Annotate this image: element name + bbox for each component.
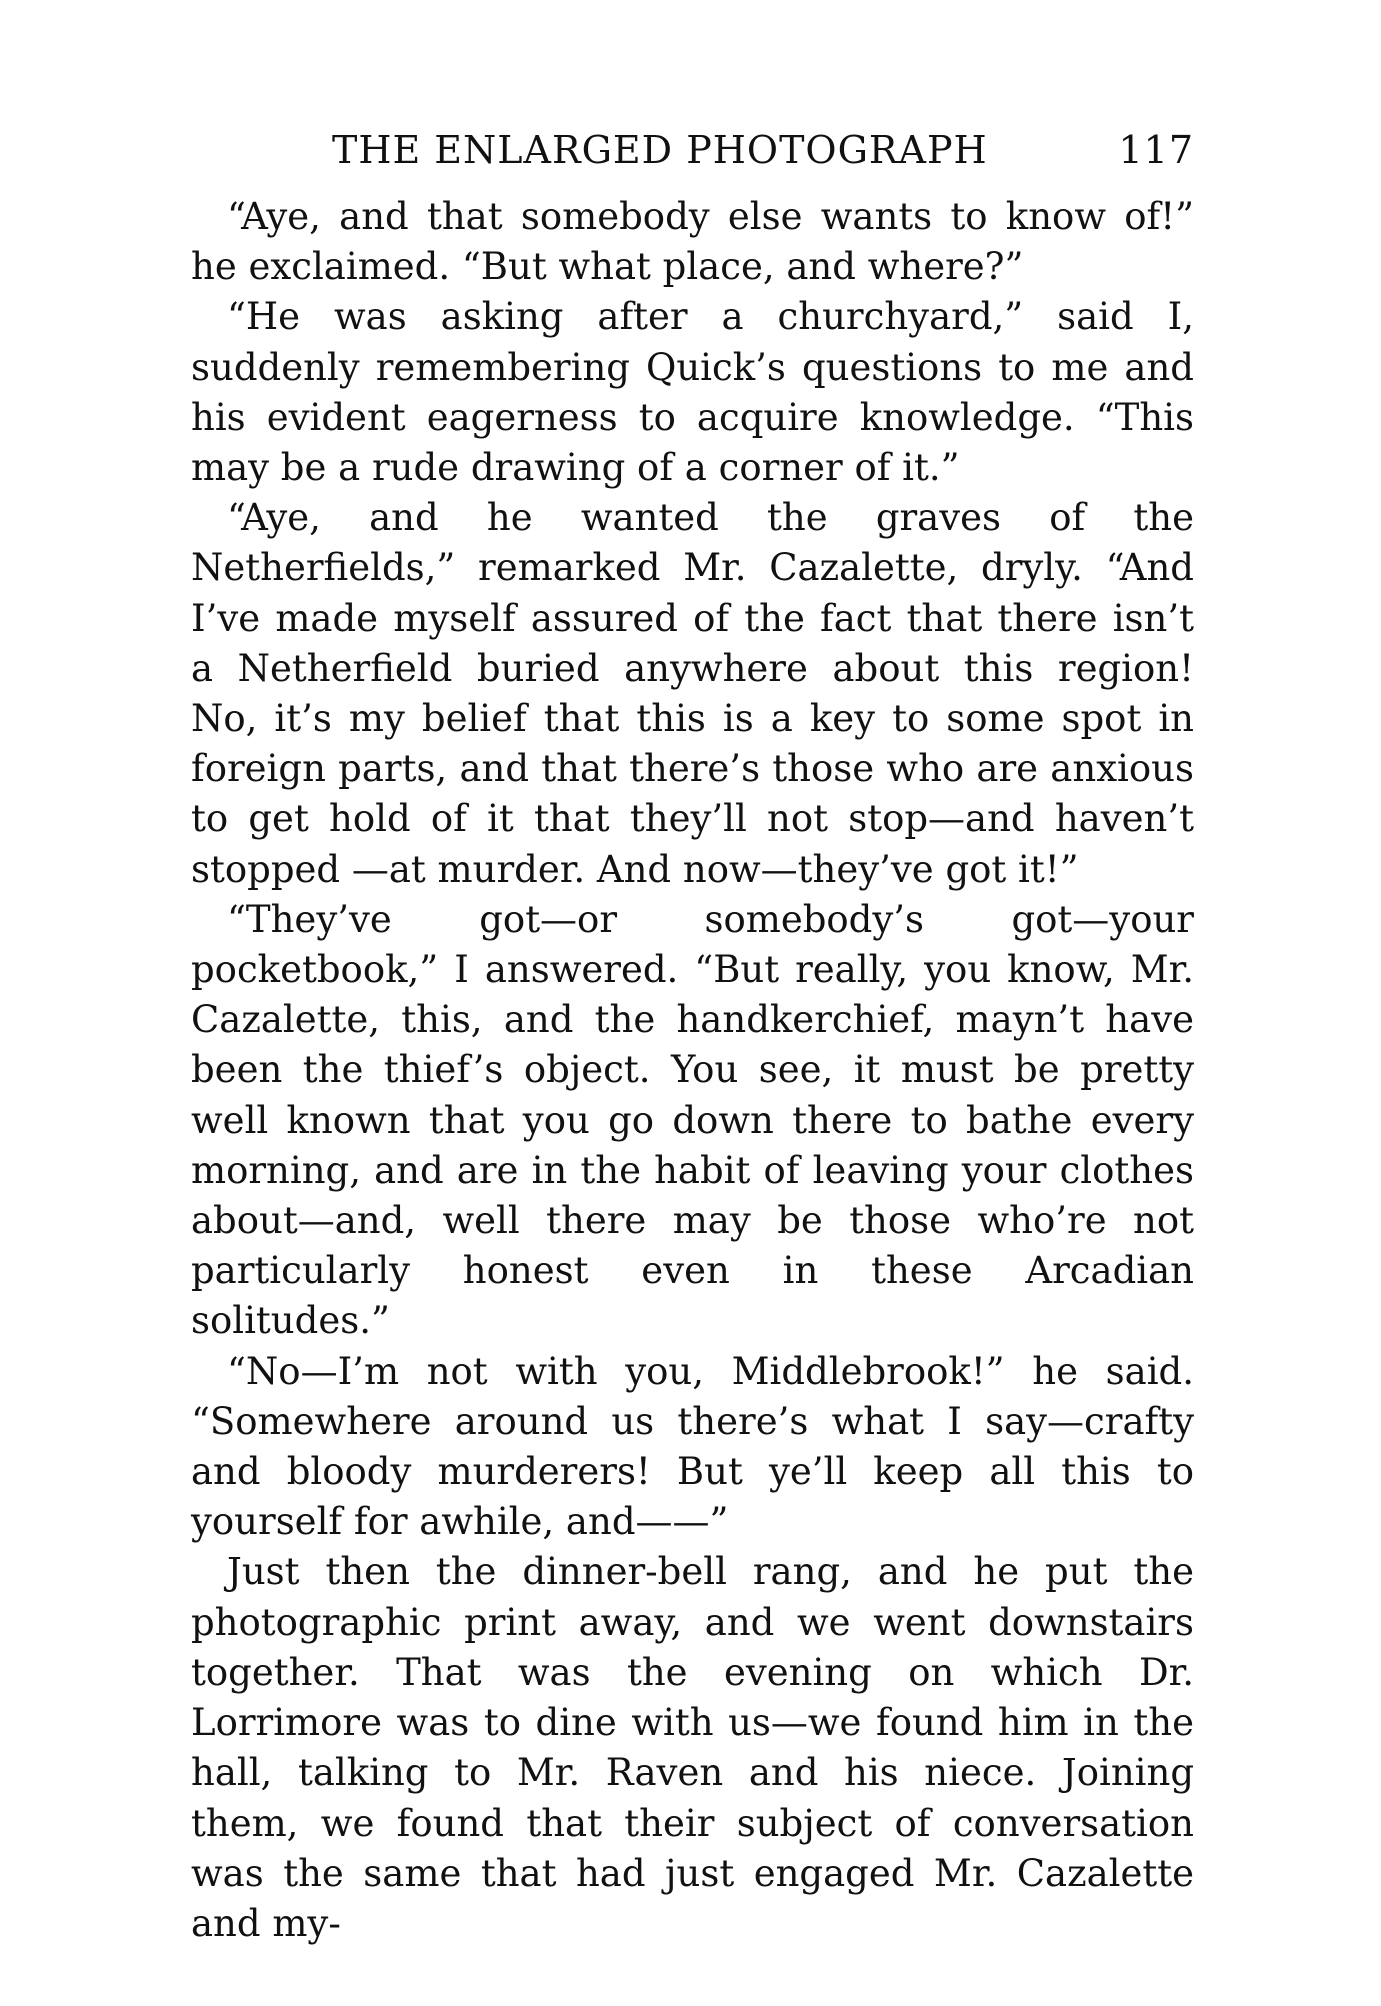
paragraph: Just then the dinner-bell rang, and he put the photographic print away, and we went downstairs together. That was the evening on which Dr. Lorrimore was to dine with us—we found him in the hall, talking to Mr. Raven and his niece. Joining them, we found that their subject of conversation was the same that had just engaged Mr. Cazalette and my- (191, 1550, 1194, 1945)
page-number: 117 (1118, 128, 1194, 172)
paragraph: “Aye, and that somebody else wants to know of!” he exclaimed. “But what place, and where?” (191, 195, 1194, 289)
paragraph: “He was asking after a churchyard,” said I, suddenly remembering Quick’s questions to me and his evident eagerness to acquire knowledge. “This may be a rude drawing of a corner of it.” (191, 295, 1194, 490)
paragraph: “No—I’m not with you, Middlebrook!” he said. “Somewhere around us there’s what I say—crafty and bloody murderers! But ye’ll keep all this to yourself for awhile, and——” (191, 1349, 1194, 1544)
running-title: THE ENLARGED PHOTOGRAPH (332, 128, 988, 172)
paragraph: “They’ve got—or somebody’s got—your pocketbook,” I answered. “But really, you know, Mr. Cazalette, this, and the handkerchief, mayn’t have been the thief’s object. You see, it must be pretty well known that you go down there to bathe every morning, and are in the habit of leaving your clothes about—and, well there may be those who’re not particularly honest even in these Arcadian solitudes.” (191, 897, 1194, 1343)
body-text (191, 192, 1194, 1949)
running-header (326, 128, 1194, 180)
paragraph: “Aye, and he wanted the graves of the Netherfields,” remarked Mr. Cazalette, dryly. “And I’ve made myself assured of the fact that there isn’t a Netherfield buried anywhere about this region! No, it’s my belief that this is a key to some spot in foreign parts, and that there’s those who are anxious to get hold of it that they’ll not stop—and haven’t stopped —at murder. And now—they’ve got it!” (191, 496, 1194, 891)
